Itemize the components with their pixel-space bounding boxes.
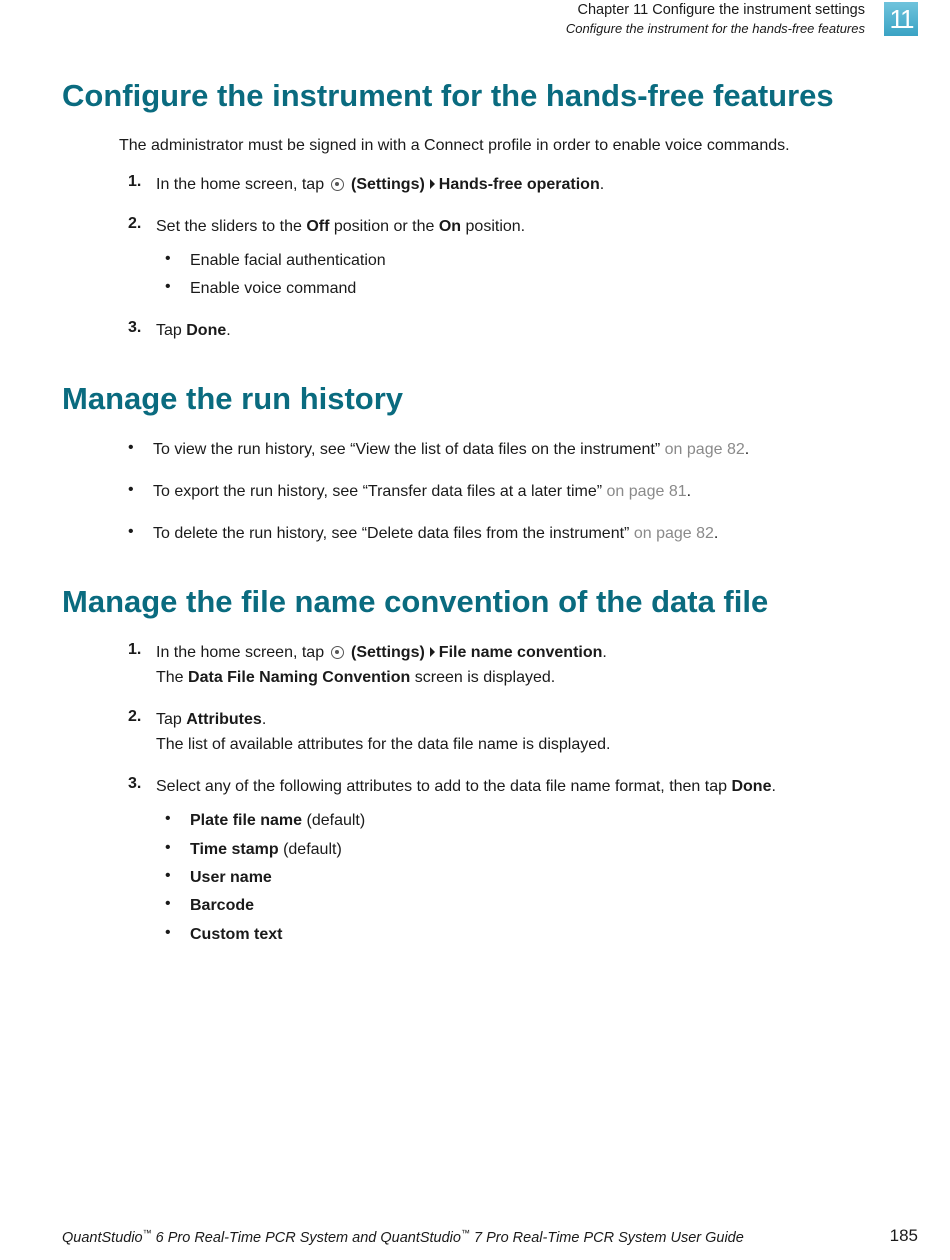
list-item: Plate file name (default)	[190, 812, 366, 829]
section-heading-file-name-convention: Manage the file name convention of the data file	[62, 584, 769, 619]
bullet: •	[165, 810, 171, 827]
done-label: Done	[186, 322, 227, 339]
step-number: 1.	[128, 173, 142, 190]
screen-name: Data File Naming Convention	[188, 669, 411, 686]
gear-icon	[331, 646, 344, 659]
gear-icon	[331, 178, 344, 191]
step-text: In the home screen, tap (Settings) File name convention.	[156, 644, 607, 661]
list-item: Custom text	[190, 926, 283, 943]
bullet: •	[165, 895, 171, 912]
step-number: 1.	[128, 641, 142, 658]
list-item: Enable voice command	[190, 280, 357, 297]
bullet: •	[128, 523, 134, 540]
done-label: Done	[731, 778, 772, 795]
step-result: The list of available attributes for the data file name is displayed.	[156, 736, 611, 753]
step-text: Tap Attributes.	[156, 711, 267, 728]
list-item: To view the run history, see “View the list of data files on the instrument” on page 82.	[153, 441, 750, 458]
attributes-label: Attributes	[186, 711, 262, 728]
settings-label: (Settings)	[351, 176, 425, 193]
step-number: 2.	[128, 215, 142, 232]
triangle-right-icon	[430, 179, 435, 189]
list-item: Barcode	[190, 897, 255, 914]
chapter-label: Chapter 11	[577, 2, 649, 18]
bullet: •	[128, 439, 134, 456]
bullet: •	[165, 924, 171, 941]
triangle-right-icon	[430, 647, 435, 657]
intro-paragraph: The administrator must be signed in with a Connect profile in order to enable voice commands.	[119, 137, 790, 154]
step-text: Select any of the following attributes to add to the data file name format, then tap Done.	[156, 778, 776, 795]
bullet: •	[165, 839, 171, 856]
step-number: 2.	[128, 708, 142, 725]
step-number: 3.	[128, 775, 142, 792]
off-label: Off	[306, 218, 330, 235]
page-link[interactable]: on page 81	[606, 483, 687, 500]
bullet: •	[165, 278, 171, 295]
menu-target: File name convention	[438, 644, 603, 661]
section-heading-hands-free: Configure the instrument for the hands-free features	[62, 78, 834, 113]
step-text: Set the sliders to the Off position or the On position.	[156, 218, 526, 235]
section-heading-run-history: Manage the run history	[62, 381, 404, 416]
bullet: •	[165, 867, 171, 884]
settings-label: (Settings)	[351, 644, 425, 661]
list-item: User name	[190, 869, 272, 886]
list-item: Time stamp (default)	[190, 841, 342, 858]
page-link[interactable]: on page 82	[633, 525, 714, 542]
list-item: Enable facial authentication	[190, 252, 386, 269]
page-number: 185	[889, 1226, 918, 1245]
chapter-title: Configure the instrument settings	[652, 2, 865, 18]
menu-target: Hands-free operation	[438, 176, 600, 193]
step-text-pre: In the home screen, tap	[156, 176, 325, 193]
bullet: •	[128, 481, 134, 498]
chapter-number-tab: 11	[884, 2, 918, 36]
bullet: •	[165, 250, 171, 267]
list-item: To delete the run history, see “Delete data files from the instrument” on page 82.	[153, 525, 719, 542]
footer-guide-title: QuantStudio™ 6 Pro Real-Time PCR System and QuantStudio™ 7 Pro Real-Time PCR System User Guide	[62, 1228, 744, 1246]
step-number: 3.	[128, 319, 142, 336]
page-link[interactable]: on page 82	[664, 441, 745, 458]
running-header-chapter	[578, 2, 865, 18]
step-result: The Data File Naming Convention screen is displayed.	[156, 669, 556, 686]
running-header-section: Configure the instrument for the hands-free features	[565, 21, 865, 36]
step-text: Tap Done.	[156, 322, 231, 339]
list-item: To export the run history, see “Transfer data files at a later time” on page 81.	[153, 483, 692, 500]
on-label: On	[438, 218, 462, 235]
step-text: In the home screen, tap (Settings) Hands-free operation.	[156, 176, 605, 193]
